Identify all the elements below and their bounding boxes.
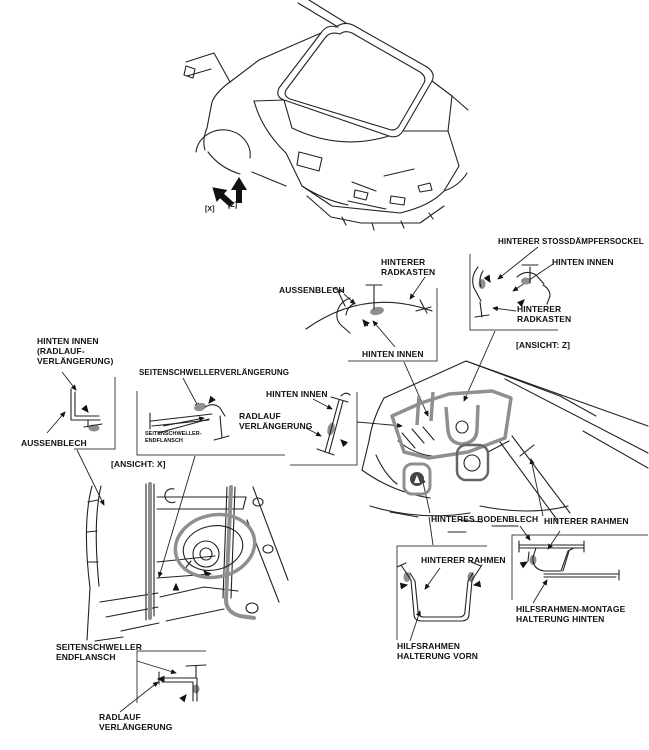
label-hilfsrahmen-montage-hinten: HILFSRAHMEN-MONTAGE HALTERUNG HINTEN <box>516 604 626 624</box>
label-hinterer-radkasten-view-z: HINTERER RADKASTEN <box>517 304 572 324</box>
label-hinten-innen-radlauf: HINTEN INNEN <box>266 389 328 399</box>
label-hinten-innen-mid: HINTEN INNEN <box>362 349 424 359</box>
caption-ansicht-x: [ANSICHT: X] <box>111 459 166 469</box>
label-aussenblech-left: AUSSENBLECH <box>21 438 87 448</box>
label-stossdaempfersockel: HINTERER STOSSDÄMPFERSOCKEL <box>498 237 644 246</box>
label-hinten-innen-view-z: HINTEN INNEN <box>552 257 614 267</box>
underbody-drawing <box>362 361 648 532</box>
label-seitenschweller-endflansch-small: SEITENSCHWELLER-ENDFLANSCH <box>145 431 202 444</box>
label-hinterer-rahmen-box: HINTERER RAHMEN <box>421 555 506 565</box>
label-radlauf-verlaengerung-mid: RADLAUF VERLÄNGERUNG <box>239 411 313 431</box>
label-hilfsrahmen-halterung-vorn: HILFSRAHMEN HALTERUNG VORN <box>397 641 479 661</box>
label-seitenschwellerverlaengerung: SEITENSCHWELLERVERLÄNGERUNG <box>139 368 290 377</box>
view-x-highlighted-flanges <box>150 484 254 618</box>
label-hinteres-bodenblech: HINTERES BODENBLECH <box>431 514 539 524</box>
z-axis-label: [Z] <box>228 202 238 209</box>
label-hinterer-rahmen-right: HINTERER RAHMEN <box>544 516 629 526</box>
view-x-mount <box>169 507 260 584</box>
weld-spots <box>89 278 537 694</box>
label-aussenblech-mid: AUSSENBLECH <box>279 285 345 295</box>
caption-ansicht-z: [ANSICHT: Z] <box>516 340 571 350</box>
z-direction-arrow <box>231 177 247 203</box>
underbody-highlighted-flanges <box>392 391 511 458</box>
label-radlauf-verlaengerung-bottom: RADLAUF VERLÄNGERUNG <box>99 712 173 732</box>
label-seitenschweller-endflansch-bottom: SEITENSCHWELLER ENDFLANSCH <box>56 642 143 662</box>
car-body-drawing <box>184 0 468 230</box>
label-hinterer-radkasten-top: HINTERER RADKASTEN <box>381 257 436 277</box>
x-axis-label: [X] <box>205 206 215 213</box>
label-hinten-innen-radlauf-verlaengerung: HINTEN INNEN (RADLAUF-VERLÄNGERUNG) <box>37 336 114 366</box>
